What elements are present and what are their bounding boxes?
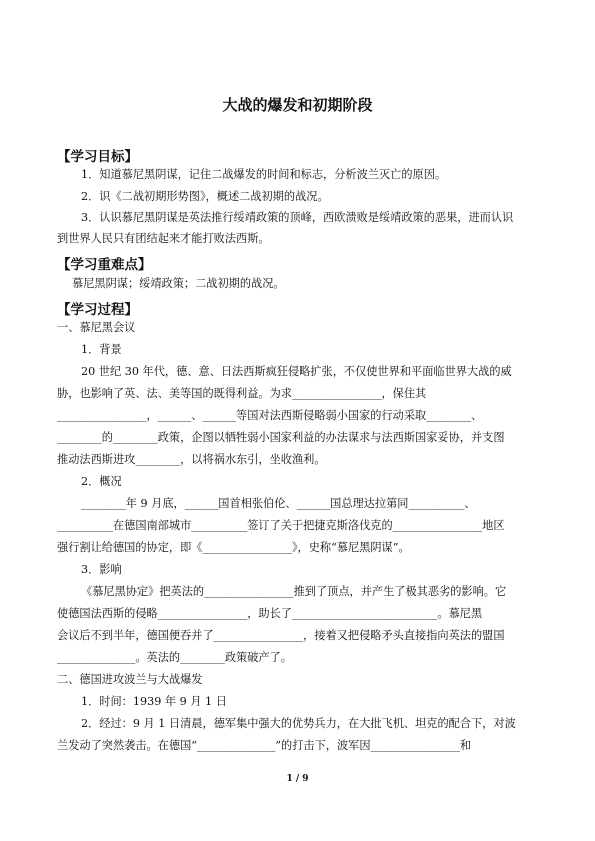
background-line-3: ________________，______、______等国对法西斯侵略弱小国家的行动采取________、 (57, 409, 483, 422)
part2-heading: 二、德国进攻波兰与大战爆发 (57, 673, 203, 686)
overview-line-2: __________在德国南部城市__________签订了关于把捷克斯洛伐克的________________地区 (57, 519, 505, 532)
overview-heading: 2．概况 (81, 475, 122, 488)
objective-2: 2．识《二战初期形势图》，概述二战初期的战况。 (81, 190, 329, 203)
objective-1: 1．知道慕尼黑阴谋，记住二战爆发的时间和标志，分析波兰灭亡的原因。 (81, 168, 447, 181)
background-heading: 1．背景 (81, 343, 122, 356)
background-line-5: 推动法西斯进攻________，以将祸水东引，坐收渔利。 (57, 453, 326, 466)
time-line: 1．时间：1939 年 9 月 1 日 (81, 695, 227, 708)
impact-line-4: ______________。英法的________政策破产了。 (57, 651, 292, 664)
process-line-2: 兰发动了突然袭击。在德国“______________”的打击下，波军因________________和 (57, 739, 472, 752)
impact-heading: 3．影响 (81, 563, 122, 576)
page-number: 1 / 9 (286, 774, 309, 784)
part1-heading: 一、慕尼黑会议 (57, 321, 136, 334)
impact-line-3: 会议后不到半年，德国便吞并了________________，接着又把侵略矛头直接指向英法的盟国 (57, 629, 505, 642)
overview-line-1: ________年 9 月底，______国首相张伯伦、______国总理达拉第同__________、 (81, 497, 476, 510)
objective-3-cont: 到世界人民只有团结起来才能打败法西斯。 (57, 232, 270, 245)
section-heading-objectives: 【学习目标】 (57, 149, 138, 165)
process-line-1: 2．经过：9 月 1 日清晨，德军集中强大的优势兵力，在大批飞机、坦克的配合下，对波 (81, 717, 516, 730)
key-points-text: 慕尼黑阴谋；绥靖政策；二战初期的战况。 (72, 277, 285, 290)
background-line-1: 20 世纪 30 年代，德、意、日法西斯疯狂侵略扩张，不仅使世界和平面临世界大战的威 (81, 365, 512, 378)
overview-line-3: 强行割让给德国的协定，即《________________》，史称“慕尼黑阴谋”。 (57, 541, 410, 554)
background-line-4: ________的________政策，企图以牺牲弱小国家利益的办法谋求与法西斯国家妥协，并支图 (57, 431, 505, 444)
impact-line-2: 使德国法西斯的侵略________________，助长了__________________________。慕尼黑 (57, 607, 483, 620)
section-heading-key-points: 【学习重难点】 (57, 257, 152, 273)
section-heading-process: 【学习过程】 (57, 302, 138, 318)
objective-3: 3．认识慕尼黑阴谋是英法推行绥靖政策的顶峰，西欧溃败是绥靖政策的恶果，进而认识 (81, 211, 514, 224)
impact-line-1: 《慕尼黑协定》把英法的________________推到了顶点，并产生了极其恶劣的影响。它 (81, 585, 507, 598)
page-title: 大战的爆发和初期阶段 (222, 96, 373, 114)
background-line-2: 胁，也影响了英、法、美等国的既得利益。为求________________，保住其 (57, 387, 427, 400)
